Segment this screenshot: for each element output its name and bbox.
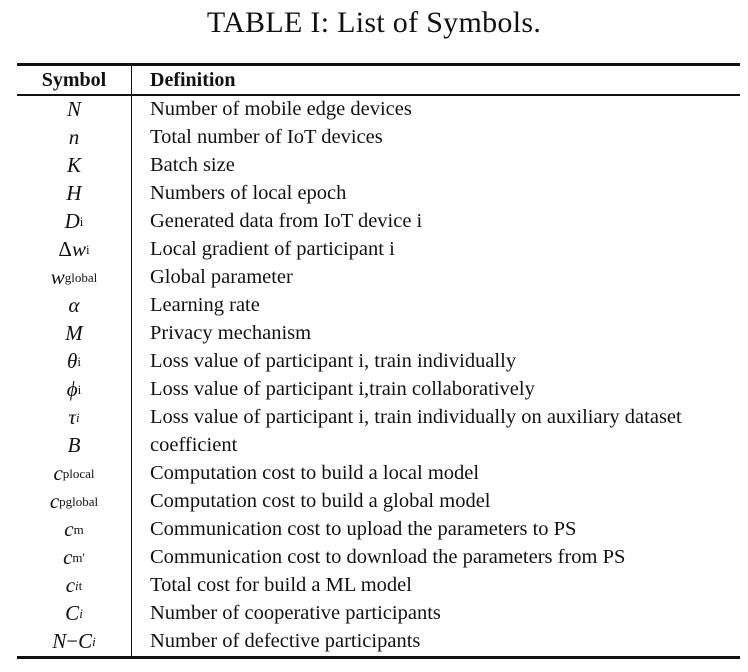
table-row — [17, 180, 740, 208]
table-row — [17, 236, 740, 264]
symbol-cell: M — [17, 320, 132, 348]
definition-cell: Number of defective participants — [150, 630, 421, 652]
definition-cell: Loss value of participant i,train collaboratively — [150, 378, 535, 400]
table-row — [17, 292, 740, 320]
header-symbol: Symbol — [17, 66, 132, 94]
definition-cell: Privacy mechanism — [150, 322, 312, 344]
definition-cell: Total number of IoT devices — [150, 126, 383, 148]
table-row — [17, 320, 740, 348]
definition-cell: coefficient — [150, 434, 238, 456]
definition-cell: Numbers of local epoch — [150, 182, 347, 204]
table-row — [17, 208, 740, 236]
symbol-cell: θ i — [17, 348, 132, 376]
table-row — [17, 572, 740, 600]
table-row — [17, 404, 740, 432]
symbol-cell: τ i — [17, 404, 132, 432]
table-row — [17, 488, 740, 516]
symbol-cell: B — [17, 432, 132, 460]
symbol-cell: H — [17, 180, 132, 208]
table-row — [17, 96, 740, 124]
table-row — [17, 376, 740, 404]
symbols-table — [17, 63, 740, 659]
definition-cell: Computation cost to build a local model — [150, 462, 480, 484]
table-row — [17, 600, 740, 628]
definition-cell: Number of mobile edge devices — [150, 98, 412, 120]
definition-cell: Local gradient of participant i — [150, 238, 395, 260]
table-row — [17, 152, 740, 180]
table-row — [17, 124, 740, 152]
table-row — [17, 432, 740, 460]
header-row — [17, 66, 740, 94]
table-row — [17, 264, 740, 292]
symbol-cell: ϕ i — [17, 376, 132, 404]
symbol-cell: C i — [17, 600, 132, 628]
symbol-cell: D i — [17, 208, 132, 236]
symbol-cell: α — [17, 292, 132, 320]
definition-cell: Total cost for build a ML model — [150, 574, 412, 596]
definition-cell: Batch size — [150, 154, 235, 176]
symbol-cell: N − C i — [17, 628, 132, 656]
symbol-cell: n — [17, 124, 132, 152]
definition-cell: Communication cost to download the parameters from PS — [150, 546, 626, 568]
definition-cell: Loss value of participant i, train individually — [150, 350, 517, 372]
table-row — [17, 460, 740, 488]
bottom-rule — [17, 656, 740, 659]
symbol-cell: c m' — [17, 544, 132, 572]
definition-cell: Loss value of participant i, train individually on auxiliary dataset — [150, 406, 682, 428]
symbol-cell: c pglobal — [17, 488, 132, 516]
table-row — [17, 348, 740, 376]
definition-cell: Learning rate — [150, 294, 260, 316]
definition-cell: Global parameter — [150, 266, 293, 288]
header-definition: Definition — [150, 68, 236, 91]
definition-cell: Generated data from IoT device i — [150, 210, 423, 232]
symbol-cell: c i t — [17, 572, 132, 600]
symbol-cell: c m — [17, 516, 132, 544]
symbol-cell: N — [17, 96, 132, 124]
table-row — [17, 544, 740, 572]
definition-cell: Communication cost to upload the parameters to PS — [150, 518, 577, 540]
symbol-cell: Δ w i — [17, 236, 132, 264]
definition-cell: Number of cooperative participants — [150, 602, 441, 624]
symbol-cell: w global — [17, 264, 132, 292]
table-row — [17, 628, 740, 656]
table-caption: TABLE I: List of Symbols. — [206, 6, 542, 39]
symbol-cell: K — [17, 152, 132, 180]
symbol-cell: c plocal — [17, 460, 132, 488]
table-row — [17, 516, 740, 544]
definition-cell: Computation cost to build a global model — [150, 490, 491, 512]
